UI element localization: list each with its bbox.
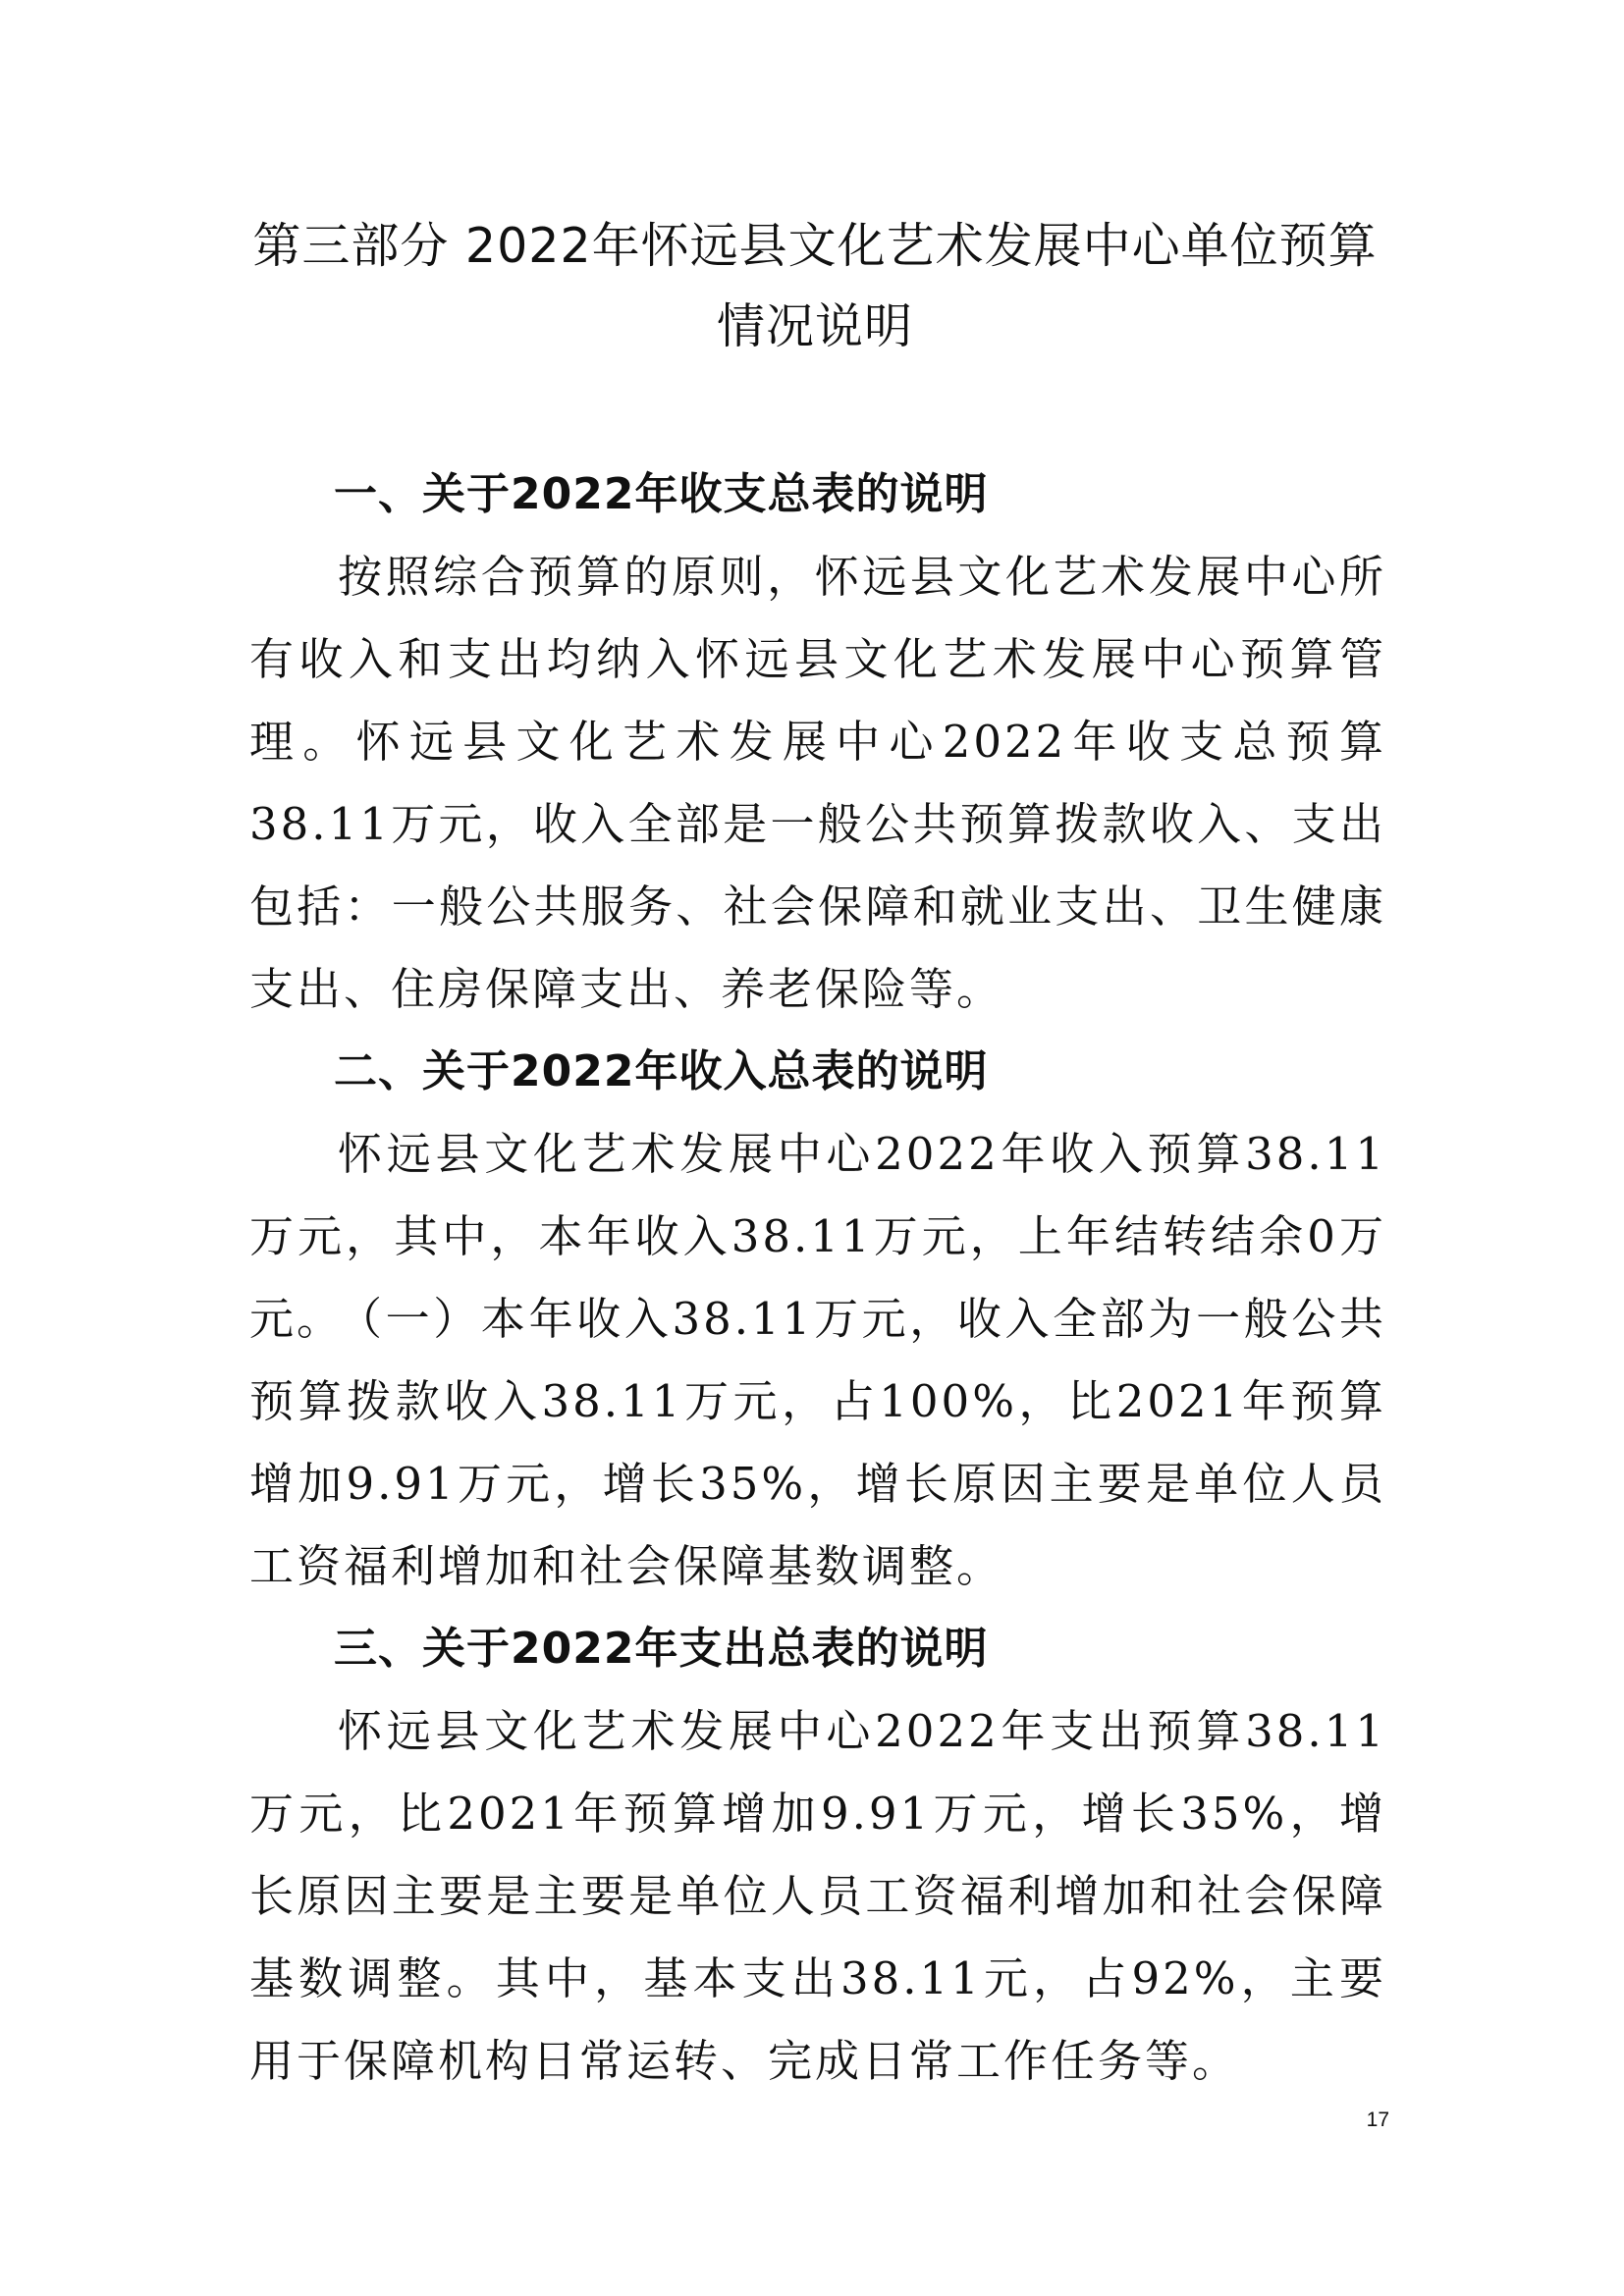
section-heading-1: 一、关于2022年收支总表的说明 (334, 469, 989, 519)
page-number: 17 (1366, 2109, 1389, 2131)
section-2-paragraph-1: 怀远县文化艺术发展中心2022年收入预算38.11万元，其中，本年收入38.11万元，上年结转结余0万元。 (249, 1128, 1386, 1345)
section-heading-2: 二、关于2022年收入总表的说明 (334, 1046, 989, 1096)
section-2-paragraph-2: （一）本年收入38.11万元，收入全部为一般公共预算拨款收入38.11万元，占100%，比2021年预算增加9.91万元，增长35%，增长原因主要是单位人员工资福利增加和社会保障基数调整。 (249, 1293, 1386, 1592)
section-1-paragraph-1: 按照综合预算的原则，怀远县文化艺术发展中心所有收入和支出均纳入怀远县文化艺术发展中心预算管理。怀远县文化艺术发展中心2022年收支总预算38.11万元，收入全部是一般公共预算拨款收入、支出包括：一般公共服务、社会保障和就业支出、卫生健康支出、住房保障支出、养老保险等。 (249, 551, 1386, 1015)
section-3-paragraph-1: 怀远县文化艺术发展中心2022年支出预算38.11万元，比2021年预算增加9.91万元，增长35%，增长原因主要是主要是单位人员工资福利增加和社会保障基数调整。其中，基本支出38.11元，占92%，主要用于保障机构日常运转、完成日常工作任务等。 (249, 1705, 1386, 2087)
section-heading-3: 三、关于2022年支出总表的说明 (334, 1624, 989, 1674)
page-title: 第三部分 2022年怀远县文化艺术发展中心单位预算情况说明 (252, 218, 1378, 354)
